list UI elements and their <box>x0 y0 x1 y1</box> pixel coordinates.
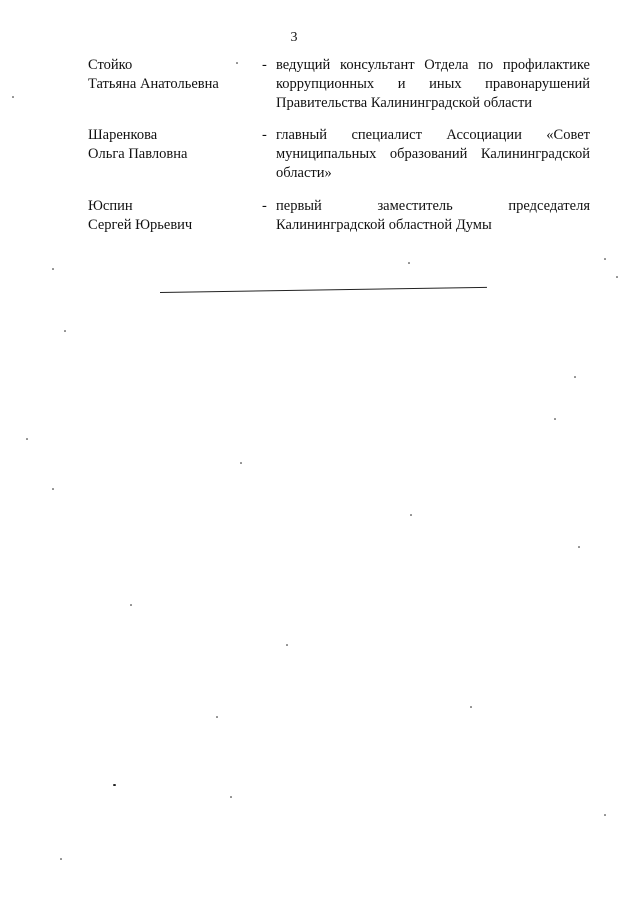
position-line: ведущий консультант Отдела по профилактике <box>276 57 590 73</box>
given-names: Ольга Павловна <box>88 146 188 162</box>
position-line: Калининградской областной Думы <box>276 217 492 233</box>
person-name <box>88 126 258 164</box>
scan-speck <box>113 784 116 786</box>
scan-speck <box>60 858 62 860</box>
closing-rule <box>160 287 487 293</box>
scan-speck <box>52 268 54 270</box>
position-description <box>276 56 590 113</box>
dash-separator: - <box>262 127 267 143</box>
scan-speck <box>578 546 580 548</box>
scan-speck <box>216 716 218 718</box>
scan-speck <box>616 276 618 278</box>
scan-speck <box>236 62 238 64</box>
position-line: области» <box>276 165 332 181</box>
person-name <box>88 197 258 235</box>
scan-speck <box>470 706 472 708</box>
scan-speck <box>408 262 410 264</box>
scan-speck <box>130 604 132 606</box>
scan-speck <box>230 796 232 798</box>
scan-speck <box>574 376 576 378</box>
surname: Шаренкова <box>88 127 158 143</box>
scan-speck <box>554 418 556 420</box>
page-number: 3 <box>290 30 298 45</box>
person-name <box>88 56 258 94</box>
scan-speck <box>604 814 606 816</box>
scan-speck <box>64 330 66 332</box>
scan-speck <box>52 488 54 490</box>
surname: Юспин <box>88 198 133 214</box>
scan-speck <box>410 514 412 516</box>
given-names: Татьяна Анатольевна <box>88 76 219 92</box>
scan-speck <box>240 462 242 464</box>
scan-speck <box>26 438 28 440</box>
position-line: первый заместитель председателя <box>276 198 590 214</box>
dash-separator: - <box>262 57 267 73</box>
dash-separator: - <box>262 198 267 214</box>
position-description <box>276 197 590 235</box>
position-description <box>276 126 590 183</box>
position-line: Правительства Калининградской области <box>276 95 533 111</box>
scan-speck <box>604 258 606 260</box>
position-line: муниципальных образований Калининградской <box>276 146 590 162</box>
scan-speck <box>286 644 288 646</box>
surname: Стойко <box>88 57 133 73</box>
position-line: коррупционных и иных правонарушений <box>276 76 590 92</box>
given-names: Сергей Юрьевич <box>88 217 193 233</box>
position-line: главный специалист Ассоциации «Совет <box>276 127 590 143</box>
scan-speck <box>12 96 14 98</box>
